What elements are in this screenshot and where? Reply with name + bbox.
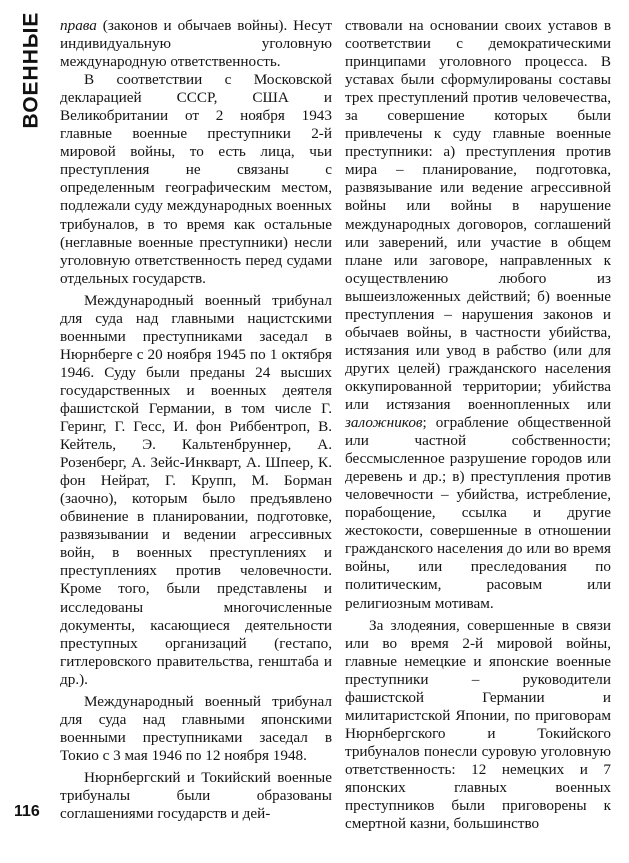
paragraph xyxy=(60,17,332,71)
italic-term: заложников xyxy=(345,414,423,432)
left-column xyxy=(60,17,332,855)
paragraph xyxy=(345,17,611,613)
section-header-label: ВОЕННЫЕ xyxy=(19,11,43,129)
paragraph-text: ствовали на основании своих уставов в соответствии с демократическими принципами уголовного процесса. В уставах были сформулированы составы трех преступлений против человечества, за совершение которых были привлечены к суду главные военные преступники: а) преступления против мира – планирование, подготовка, развязывание или ведение агрессивной войны или войны в нарушение международных договоров, соглашений или заверений, или участие в общем плане или заговоре, направленных к осуществлению любого из вышеизложенных действий; б) военные преступления – нарушения законов и обычаев войны, в частности убийства, истязания или увод в рабство (или для других целей) гражданского населения оккупированной территории; убийства или истязания военнопленных или xyxy=(345,17,611,413)
paragraph-text: (законов и обычаев войны). Несут индивидуальную уголовную международную ответственность. xyxy=(60,17,332,71)
paragraph: За злодеяния, совершенные в связи или во время 2-й мировой войны, главные немецкие и японские военные преступники – руководители фашистской Германии и милитаристской Японии, по приговорам Нюрнбергского и Токийского трибуналов понесли суровую уголовную ответственность: 12 немецких и 7 японских главных военных преступников были приговорены к смертной казни, большинство xyxy=(345,616,611,833)
italic-term: права xyxy=(60,17,97,34)
paragraph: Международный военный трибунал для суда над главными японскими военными преступниками заседал в Токио с 3 мая 1946 по 12 ноября 1948. xyxy=(60,692,332,764)
paragraph: Нюрнбергский и Токийский военные трибуналы были образованы соглашениями государств и дей- xyxy=(60,768,332,823)
paragraph-text: ; ограбление общественной или частной собственности; бессмысленное разрушение городов или деревень и др.; в) преступления против человечности – убийства, истребление, порабощение, ссылка и другие жестокости, совершенные в отношении гражданского населения до или во время войны, или преследования по политическим, расовым или религиозным мотивам. xyxy=(345,414,611,612)
paragraph: Международный военный трибунал для суда над главными нацистскими военными преступниками заседал в Нюрнберге с 20 ноября 1945 по 1 октября 1946. Суду были преданы 24 высших государственных и военных деятеля фашистской Германии, в том числе Г. Геринг, Г. Гесс, И. фон Риббентроп, В. Кейтель, Э. Кальтенбруннер, А. Розенберг, А. Зейс-Инкварт, А. Шпеер, К. фон Нейрат, Г. Крупп, М. Борман (заочно), которым было предъявлено обвинение в планировании, подготовке, развязывании и ведении агрессивных войн, в военных преступлениях и преступлениях против человечности. Кроме того, были представлены и исследованы многочисленные документы, касающиеся деятельности преступных организаций (гестапо, гитлеровского правительства, генштаба и др.). xyxy=(60,291,332,688)
right-column xyxy=(345,17,611,855)
page-number: 116 xyxy=(14,803,40,820)
paragraph: В соответствии с Московской декларацией СССР, США и Великобритании от 2 ноября 1943 главные военные преступники 2-й мировой войны, то есть лица, чьи преступления не связаны с определенным географическим местом, подлежали суду международных военных трибуналов, в то время как остальные (неглавные военные преступники) несли уголовную ответственность перед судами отдельных государств. xyxy=(60,71,332,287)
section-header xyxy=(14,11,48,129)
